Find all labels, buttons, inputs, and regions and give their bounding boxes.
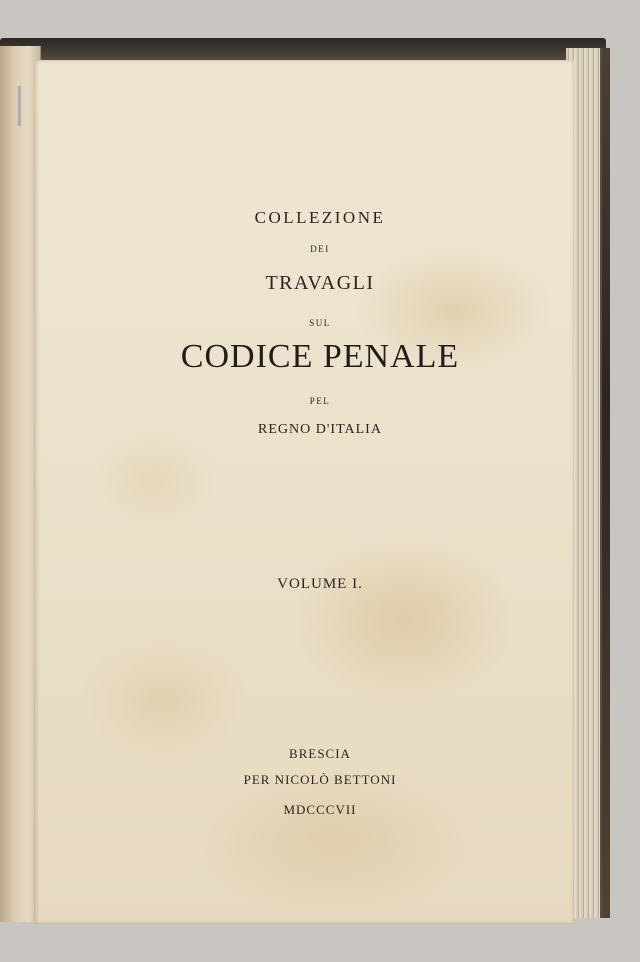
title-page [34,60,574,924]
imprint-publisher: PER NICOLÒ BETTONI [243,772,397,787]
volume-label: VOLUME I. [277,576,363,592]
title-line-travagli: TRAVAGLI [265,272,375,294]
imprint-place: BRESCIA [289,746,351,761]
title-line-pel: PEL [309,396,331,406]
title-line-dei: DEI [310,244,330,254]
book [0,38,610,928]
title-line-collezione: COLLEZIONE [254,208,386,227]
back-cover-edge [602,48,610,918]
main-title: CODICE PENALE [180,338,460,375]
imprint-year: MDCCCVII [283,802,357,817]
title-line-sul: SUL [309,318,331,328]
title-line-regno: REGNO D'ITALIA [258,422,382,437]
